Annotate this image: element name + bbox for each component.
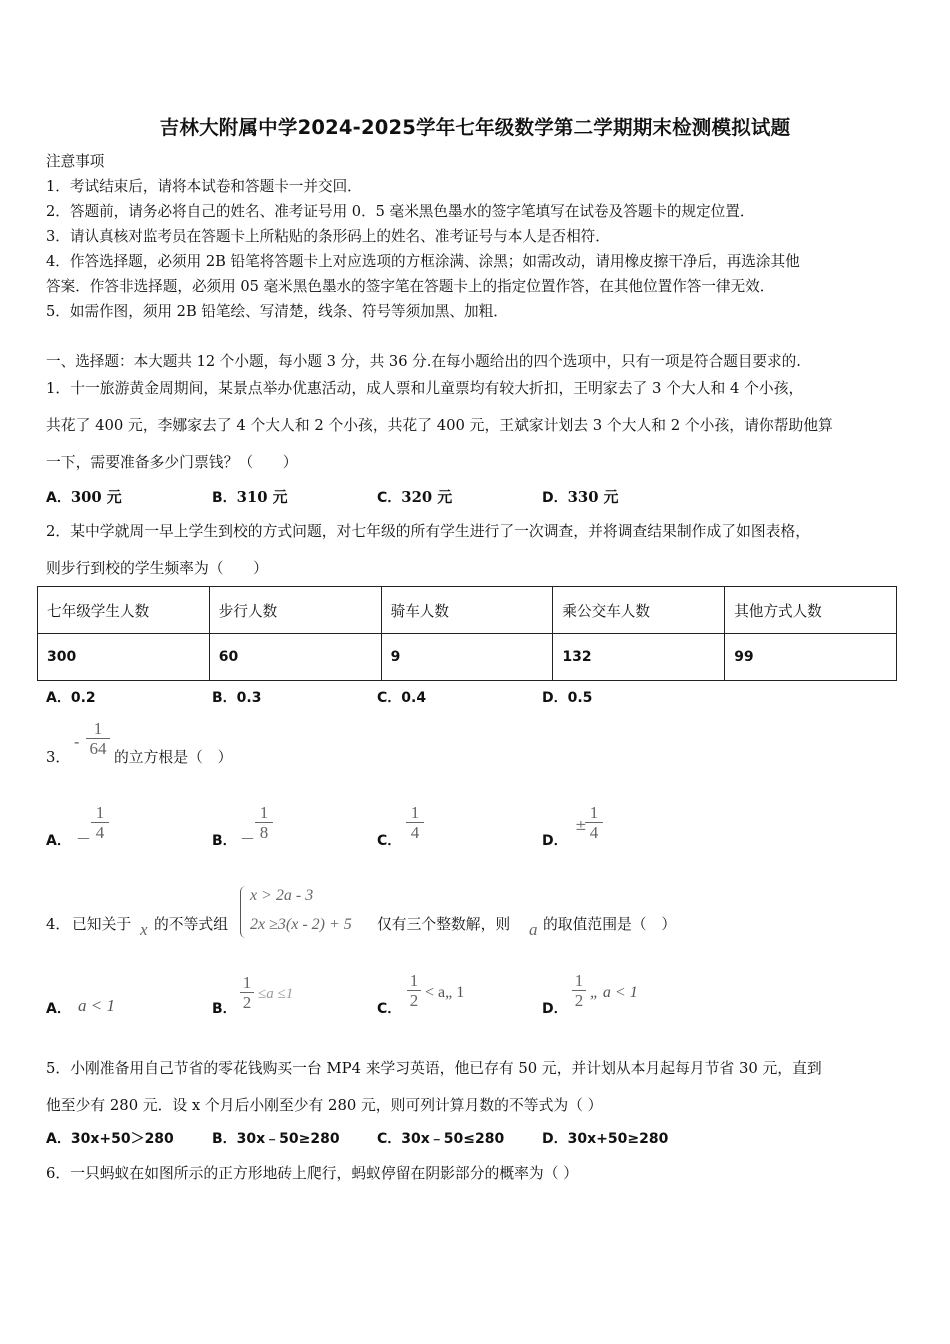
q4-option-c-expr: < a„ 1 — [425, 984, 465, 1001]
question-4-before: 已知关于 — [72, 916, 132, 933]
question-1-line: 一下，需要准备多少门票钱？（ ） — [46, 454, 298, 471]
table-header-cell: 乘公交车人数 — [553, 587, 725, 634]
survey-table — [37, 586, 897, 681]
question-3-text: 的立方根是（ ） — [114, 749, 233, 766]
q4-system-brace — [240, 886, 247, 938]
q2-option-a[interactable]: A．0.2 — [46, 690, 96, 706]
q4-inequality-2: 2x ≥3(x - 2) + 5 — [250, 916, 352, 933]
q4-option-a-expr: a < 1 — [78, 996, 115, 1015]
question-4-middle: 的不等式组 — [154, 916, 228, 933]
q1-option-c[interactable]: C．320 元 — [377, 489, 453, 506]
table-header-row — [38, 587, 897, 634]
q4-option-b-expr: ≤a ≤1 — [258, 986, 294, 1002]
q4-option-b[interactable]: B． — [212, 1001, 237, 1017]
page-title: 吉林大附属中学2024-2025学年七年级数学第二学期期末检测模拟试题 — [159, 116, 791, 139]
section-heading: 一、选择题：本大题共 12 个小题，每小题 3 分，共 36 分.在每小题给出的四个选项中，只有一项是符合题目要求的. — [46, 353, 801, 370]
table-row — [38, 634, 897, 681]
notice-item: 4．作答选择题，必须用 2B 铅笔将答题卡上对应选项的方框涂满、涂黑；如需改动，请用橡皮擦干净后，再选涂其他 — [46, 253, 800, 270]
table-header-cell: 七年级学生人数 — [38, 587, 210, 634]
question-1-line: 1．十一旅游黄金周期间，某景点举办优惠活动，成人票和儿童票均有较大折扣，王明家去了 3 个大人和 4 个小孩， — [46, 380, 804, 397]
q5-option-d[interactable]: D．30x+50≥280 — [542, 1131, 669, 1147]
q5-option-b[interactable]: B．30x﹣50≥280 — [212, 1131, 340, 1147]
table-header-cell: 其他方式人数 — [725, 587, 897, 634]
q4-var-a: a — [529, 920, 538, 939]
table-cell: 300 — [38, 634, 210, 681]
q1-option-a[interactable]: A．300 元 — [46, 489, 122, 506]
q5-option-c[interactable]: C．30x﹣50≤280 — [377, 1131, 505, 1147]
table-cell: 60 — [209, 634, 381, 681]
question-1-line: 共花了 400 元，李娜家去了 4 个大人和 2 个小孩，共花了 400 元，王斌家计划去 3 个大人和 2 个小孩，请你帮助他算 — [46, 417, 833, 434]
q2-option-d[interactable]: D．0.5 — [542, 690, 593, 706]
question-4-after: 仅有三个整数解，则 — [377, 916, 511, 933]
table-cell: 132 — [553, 634, 725, 681]
q5-option-a[interactable]: A．30x+50＞280 — [46, 1131, 174, 1147]
notice-item: 答案．作答非选择题，必须用 05 毫米黑色墨水的签字笔在答题卡上的指定位置作答，在其他位置作答一律无效． — [46, 278, 775, 295]
table-header-cell: 骑车人数 — [381, 587, 553, 634]
q3-fraction: $\frac{1}{64}$ — [86, 720, 110, 758]
q2-option-b[interactable]: B．0.3 — [212, 690, 262, 706]
q4-option-a[interactable]: A． — [46, 1001, 71, 1017]
q3-option-b-fraction: $\frac{1}{8}$ — [255, 804, 273, 842]
q2-option-c[interactable]: C．0.4 — [377, 690, 427, 706]
q4-option-d[interactable]: D． — [542, 1001, 568, 1017]
notice-item: 5．如需作图，须用 2B 铅笔绘、写清楚，线条、符号等须加黑、加粗． — [46, 303, 508, 320]
question-5-line: 5．小刚准备用自己节省的零花钱购买一台 MP4 来学习英语，他已存有 50 元，并计划从本月起每月节省 30 元，直到 — [46, 1060, 822, 1077]
question-5-line: 他至少有 280 元．设 x 个月后小刚至少有 280 元，则可列计算月数的不等式为（ ） — [46, 1097, 603, 1114]
question-3-number: 3． — [46, 749, 71, 766]
q4-option-d-expr: „ a < 1 — [590, 984, 638, 1001]
q3-option-d-fraction: $\frac{1}{4}$ — [585, 804, 603, 842]
notice-item: 1．考试结束后，请将本试卷和答题卡一并交回． — [46, 178, 362, 195]
question-4-number: 4． — [46, 916, 71, 933]
q3-minus-sign: - — [74, 732, 80, 751]
q4-option-d-fraction: $\frac{1}{2}$ — [572, 972, 586, 1010]
q3-option-c-fraction: $\frac{1}{4}$ — [406, 804, 424, 842]
q3-option-a[interactable]: A． － — [46, 830, 92, 849]
q4-option-c[interactable]: C． — [377, 1001, 402, 1017]
q4-option-c-fraction: $\frac{1}{2}$ — [407, 972, 421, 1010]
question-6-line: 6．一只蚂蚁在如图所示的正方形地砖上爬行，蚂蚁停留在阴影部分的概率为（ ） — [46, 1165, 579, 1182]
q3-option-a-fraction: $\frac{1}{4}$ — [91, 804, 109, 842]
table-cell: 99 — [725, 634, 897, 681]
notice-heading: 注意事项 — [46, 153, 105, 170]
q4-inequality-1: x > 2a - 3 — [250, 887, 314, 904]
q3-option-c[interactable]: C． — [377, 833, 402, 849]
question-4-end: 的取值范围是（ ） — [543, 916, 677, 933]
notice-item: 3．请认真核对监考员在答题卡上所粘贴的条形码上的姓名、准考证号与本人是否相符． — [46, 228, 610, 245]
q4-var-x: x — [140, 920, 148, 939]
question-2-line: 2．某中学就周一早上学生到校的方式问题，对七年级的所有学生进行了一次调查，并将调查结果制作成了如图表格， — [46, 523, 811, 540]
q3-option-d[interactable]: D． ± — [542, 818, 587, 849]
q3-option-b[interactable]: B． － — [212, 830, 256, 849]
question-2-line: 则步行到校的学生频率为（ ） — [46, 560, 268, 577]
q4-option-b-fraction: $\frac{1}{2}$ — [240, 974, 254, 1012]
q1-option-d[interactable]: D．330 元 — [542, 489, 619, 506]
table-header-cell: 步行人数 — [209, 587, 381, 634]
table-cell: 9 — [381, 634, 553, 681]
notice-item: 2．答题前，请务必将自己的姓名、准考证号用 0．5 毫米黑色墨水的签字笔填写在试卷及答题卡的规定位置． — [46, 203, 755, 220]
q1-option-b[interactable]: B．310 元 — [212, 489, 288, 506]
